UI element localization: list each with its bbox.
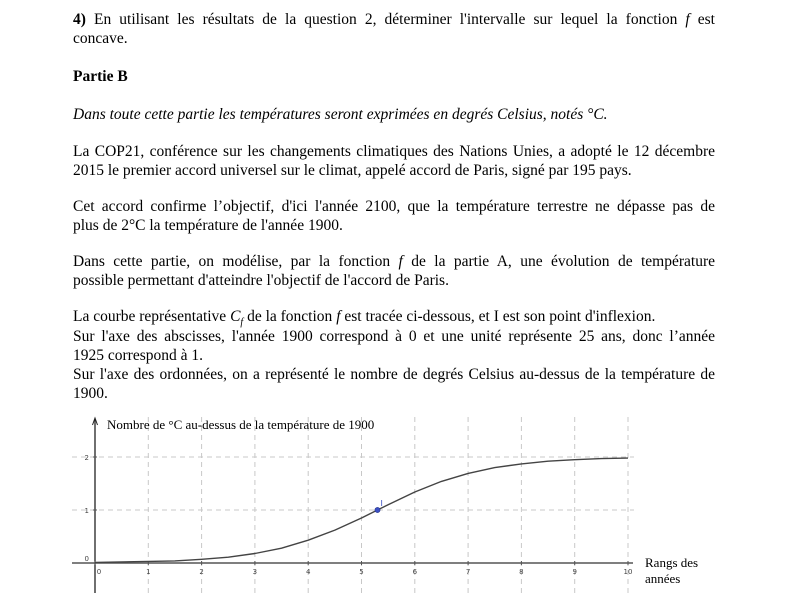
- abscissa-line2: 1925 correspond à 1.: [73, 347, 203, 364]
- cop21-line2: 2015 le premier accord universel sur le climat, appelé accord de Paris, signé par 195 pays.: [73, 162, 632, 179]
- x-tick-label: 6: [412, 568, 418, 576]
- x-tick-label: 7: [465, 568, 471, 576]
- x-tick-label: 10: [623, 568, 633, 576]
- x-axis-label: Rangs des années: [645, 555, 699, 586]
- y-tick-label: 1: [84, 507, 89, 515]
- intro-italic: Dans toute cette partie les températures seront exprimées en degrés Celsius, notés °C.: [73, 106, 608, 123]
- x-tick-label: 2: [199, 568, 204, 576]
- x-tick-label: 9: [572, 568, 577, 576]
- objective-line1: Cet accord confirme l’objectif, d'ici l'année 2100, que la température terrestre ne dépasse pas de: [73, 198, 715, 215]
- cop21-line1: La COP21, conférence sur les changements climatiques des Nations Unies, a adopté le 12 décembre: [73, 143, 715, 160]
- ordinate-line2: 1900.: [73, 385, 108, 402]
- objective-line2: plus de 2°C la température de l'année 1900.: [73, 217, 343, 234]
- curve-description: La courbe représentative $C_f$ de la fonction f est tracée ci-dessous, et I est son point d'inflexion.: [73, 308, 656, 329]
- abscissa-line1: Sur l'axe des abscisses, l'année 1900 correspond à 0 et une unité représente 25 ans, donc l’année: [73, 328, 715, 345]
- model-line1: Dans cette partie, on modélise, par la fonction f de la partie A, une évolution de température: [73, 253, 715, 270]
- question-number: 4): [73, 11, 86, 28]
- curve-name: $C_f$: [230, 308, 244, 329]
- inflection-point-label: I: [380, 499, 383, 508]
- y-axis-label: Nombre de °C au-dessus de la température de 1900: [107, 417, 375, 432]
- x-tick-label: 5: [359, 568, 364, 576]
- x-tick-label: 4: [305, 568, 311, 576]
- x-tick-label: 3: [252, 568, 258, 576]
- y-tick-label: 2: [84, 454, 89, 462]
- y-tick-label: 0: [84, 555, 89, 563]
- x-tick-label: 0: [96, 568, 102, 576]
- question-4-line1: 4) En utilisant les résultats de la question 2, déterminer l'intervalle sur lequel la fonction f est: [73, 11, 715, 28]
- x-tick-label: 8: [519, 568, 524, 576]
- inflection-point: [375, 507, 380, 512]
- section-title: Partie B: [73, 68, 128, 85]
- question-4-line2: concave.: [73, 30, 128, 47]
- model-line2: possible permettant d'atteindre l'objectif de l'accord de Paris.: [73, 272, 449, 289]
- ordinate-line1: Sur l'axe des ordonnées, on a représenté le nombre de degrés Celsius au-dessus de la température de: [73, 366, 715, 383]
- x-tick-label: 1: [146, 568, 151, 576]
